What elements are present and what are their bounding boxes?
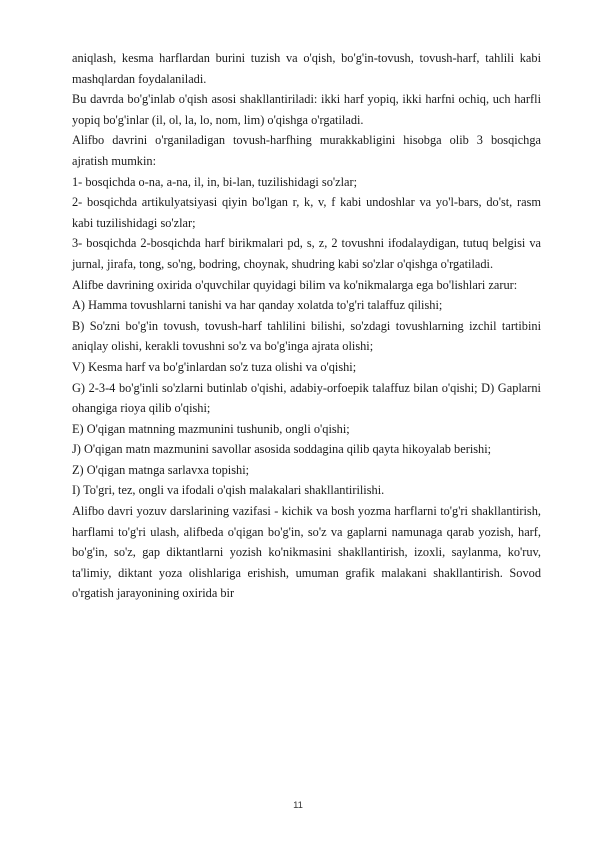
list-item-g-d: G) 2-3-4 bo'g'inli so'zlarni butinlab o'qishi, adabiy-orfoepik talaffuz bilan o'qishi; D) Gaplarni ohangiga rioya qilib o'qishi;: [72, 380, 541, 416]
paragraph-stage-2: 2- bosqichda artikulyatsiyasi qiyin bo'lgan r, k, v, f kabi undoshlar va yo'l-bars, do'st, rasm kabi tuzilishidagi so'zlar;: [72, 195, 541, 230]
page-number: 11: [293, 800, 303, 811]
list-item-v: V) Kesma harf va bo'g'inlardan so'z tuza olishi va o'qishi;: [72, 359, 357, 374]
list-item-j: J) O'qigan matn mazmunini savollar asosida soddagina qilib qayta hikoyalab berishi;: [72, 442, 492, 457]
list-item-a: A) Hamma tovushlarni tanishi va har qanday xolatda to'g'ri talaffuz qilishi;: [72, 298, 443, 313]
paragraph-exercises: aniqlash, kesma harflardan burini tuzish va o'qish, bo'g'in-tovush, tovush-harf, tahlili kabi mashqlardan foydalaniladi.: [72, 51, 541, 86]
paragraph-stage-1: 1- bosqichda o-na, a-na, il, in, bi-lan, tuzilishidagi so'zlar;: [72, 174, 358, 189]
list-item-e: E) O'qigan matnning mazmunini tushunib, ongli o'qishi;: [72, 421, 350, 436]
list-item-b: B) So'zni bo'g'in tovush, tovush-harf tahlilini bilishi, so'zdagi tovushlarning izchil tartibini aniqlay olishi, kerakli tovushni so'z va bo'g'inga ajrata olishi;: [72, 318, 541, 354]
paragraph-syllable-reading: Bu davrda bo'g'inlab o'qish asosi shakllantiriladi: ikki harf yopiq, ikki harfni ochiq, uch harfli yopiq bo'g'inlar (il, ol, la, lo, nom, lim) o'qishga o'rgatiladi.: [72, 92, 541, 127]
list-item-i: I) To'gri, tez, ongli va ifodali o'qish malakalari shakllantirilishi.: [72, 483, 385, 498]
document-body: [72, 48, 541, 604]
paragraph-writing-lessons: Alifbo davri yozuv darslarining vazifasi - kichik va bosh yozma harflarni to'g'ri shakllantirish, harflami to'g'ri ulash, alifbeda o'qigan bo'g'in, so'z va gaplarni namunaga qarab yozish, harf, bo'g'in, so'z, gap diktantlarni yozish ko'nikmasini shakllantirish, izoxli, saylanma, ko'ruv, ta'limiy, diktant yoza olishlariga erishish, umuman grafik malakani shakllantirish. Sovod o'rgatish jarayonining oxirida bir: [72, 504, 541, 601]
list-item-z: Z) O'qigan matnga sarlavxa topishi;: [72, 462, 250, 477]
paragraph-stage-3: 3- bosqichda 2-bosqichda harf birikmalari pd, s, z, 2 tovushni ifodalaydigan, tutuq belgisi va jurnal, jirafa, tong, so'ng, bodring, choynak, shudring kabi so'zlar o'qishga o'rgatiladi.: [72, 236, 541, 271]
paragraph-alphabet-stages: Alifbo davrini o'rganiladigan tovush-harfhing murakkabligini hisobga olib 3 bosqichga ajratish mumkin:: [72, 133, 541, 168]
paragraph-required-skills: Alifbe davrining oxirida o'quvchilar quyidagi bilim va ko'nikmalarga ega bo'lishlari zarur:: [72, 277, 518, 292]
